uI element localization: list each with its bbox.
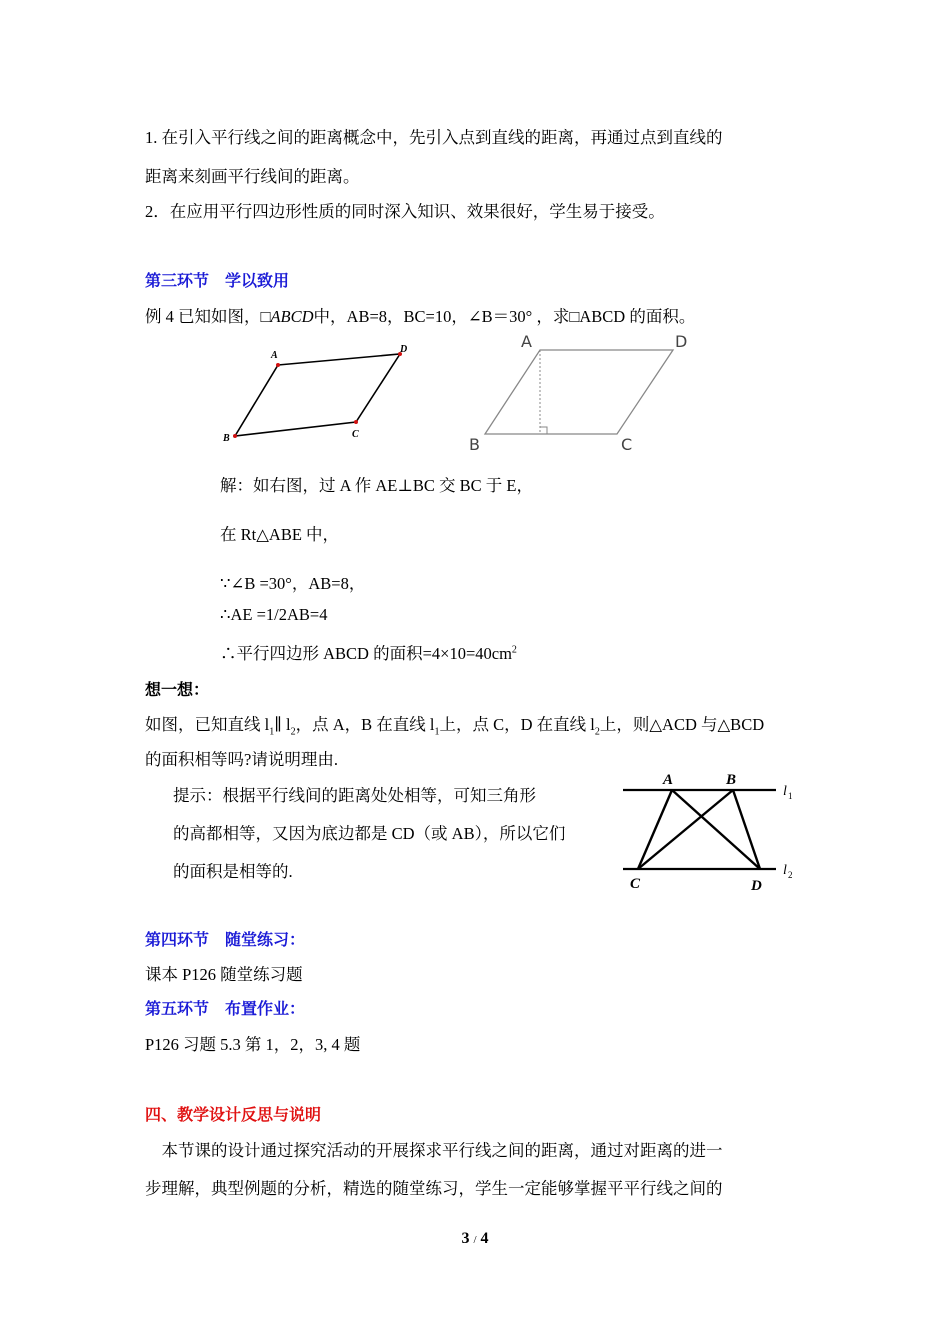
q-part-4: 上，点 C，D 在直线 l [439,715,595,734]
section-5-text: P126 习题 5.3 第 1，2，3, 4 题 [145,1035,361,1054]
solution-line-1: 解：如右图，过 A 作 AE⊥BC 交 BC 于 E， [220,476,533,495]
hint-line-2: 的高都相等，又因为底边都是 CD（或 AB），所以它们 [173,824,566,843]
label-c-fig3: C [630,876,641,892]
solution-area: ∴平行四边形 ABCD 的面积=4×10=40cm [220,644,512,663]
label-d-right: D [675,332,688,351]
parallelogram-outline [235,354,400,436]
q-sub-4: 2 [594,726,600,738]
label-l1-sub: 1 [788,791,793,801]
example-parallelogram-symbol: □ [569,307,580,326]
label-l2-sub: 2 [788,870,793,880]
parallelogram-figure-left [220,340,420,450]
label-b: B [223,433,230,444]
example-4 [145,303,695,327]
q-part-1: 如图，已知直线 l [145,715,270,734]
label-b-fig3: B [726,772,737,788]
reflection-point-2: 2．在应用平行四边形性质的同时深入知识、效果很好，学生易于接受。 [145,202,665,221]
think-question-line-1 [145,711,764,737]
q-part-3: ，点 A，B 在直线 l [295,715,435,734]
solution-line-4: ∴AE =1/2AB=4 [220,605,328,624]
example-middle: 中，AB=8，BC=10，∠B＝30° ，求 [313,307,570,326]
part-4-paragraph-line-1: 本节课的设计通过探究活动的开展探求平行线之间的距离，通过对距离的进一 [145,1141,723,1160]
q-part-2: ∥ l [274,715,291,734]
hint-line-3: 的面积是相等的. [173,862,293,881]
page-separator: / [473,1234,477,1246]
q-sub-3: 1 [434,726,440,738]
solution-area-unit-exponent: 2 [511,644,517,656]
example-intro: 例 4 已知如图， [145,307,261,326]
parallel-lines-figure [620,765,810,900]
label-d-fig3: D [751,878,762,894]
vertex-c-dot [354,420,358,424]
reflection-point-1-line-2: 距离来刻画平行线间的距离。 [145,167,360,186]
q-sub-1: 1 [269,726,275,738]
q-sub-2: 2 [290,726,296,738]
page-current: 3 [461,1230,470,1247]
solution-line-5 [220,640,517,664]
vertex-a-dot [276,363,280,367]
example-parallelogram: □ABCD [260,307,314,326]
parallelogram-figure-right [465,332,705,457]
vertex-b-dot [233,434,237,438]
think-question-line-2: 的面积相等吗?请说明理由. [145,750,338,769]
label-a: A [271,350,278,361]
segment-ac [638,790,672,869]
section-3-heading: 第三环节 学以致用 [145,271,290,290]
label-b-right: B [469,435,480,454]
section-4-heading: 第四环节 随堂练习： [145,930,306,949]
section-4-text: 课本 P126 随堂练习题 [145,965,303,984]
hint-line-1: 提示：根据平行线间的距离处处相等，可知三角形 [173,786,536,805]
solution-line-3: ∵∠B =30°，AB=8， [220,574,366,593]
label-l1: l [783,784,787,799]
section-5-heading: 第五环节 布置作业： [145,999,306,1018]
solution-line-2: 在 Rt△ABE 中， [220,525,340,544]
page-number [0,1230,950,1248]
label-a-right: A [521,332,532,351]
label-c: C [352,429,359,440]
label-d: D [400,344,408,355]
part-4-heading: 四、教学设计反思与说明 [145,1105,322,1124]
label-l2: l [783,863,787,878]
parallelogram-outline-right [485,350,673,434]
part-4-paragraph-line-2: 步理解，典型例题的分析，精选的随堂练习，学生一定能够掌握平平行线之间的 [145,1179,723,1198]
example-tail: ABCD 的面积。 [579,307,696,326]
right-angle-mark [540,427,547,434]
label-a-fig3: A [663,772,674,788]
label-c-right: C [621,435,633,454]
page-total: 4 [480,1230,489,1247]
q-part-5: 上，则△ACD 与△BCD [599,715,765,734]
reflection-point-1-line-1: 1. 在引入平行线之间的距离概念中，先引入点到直线的距离，再通过点到直线的 [145,128,723,147]
think-heading: 想一想： [145,680,210,699]
